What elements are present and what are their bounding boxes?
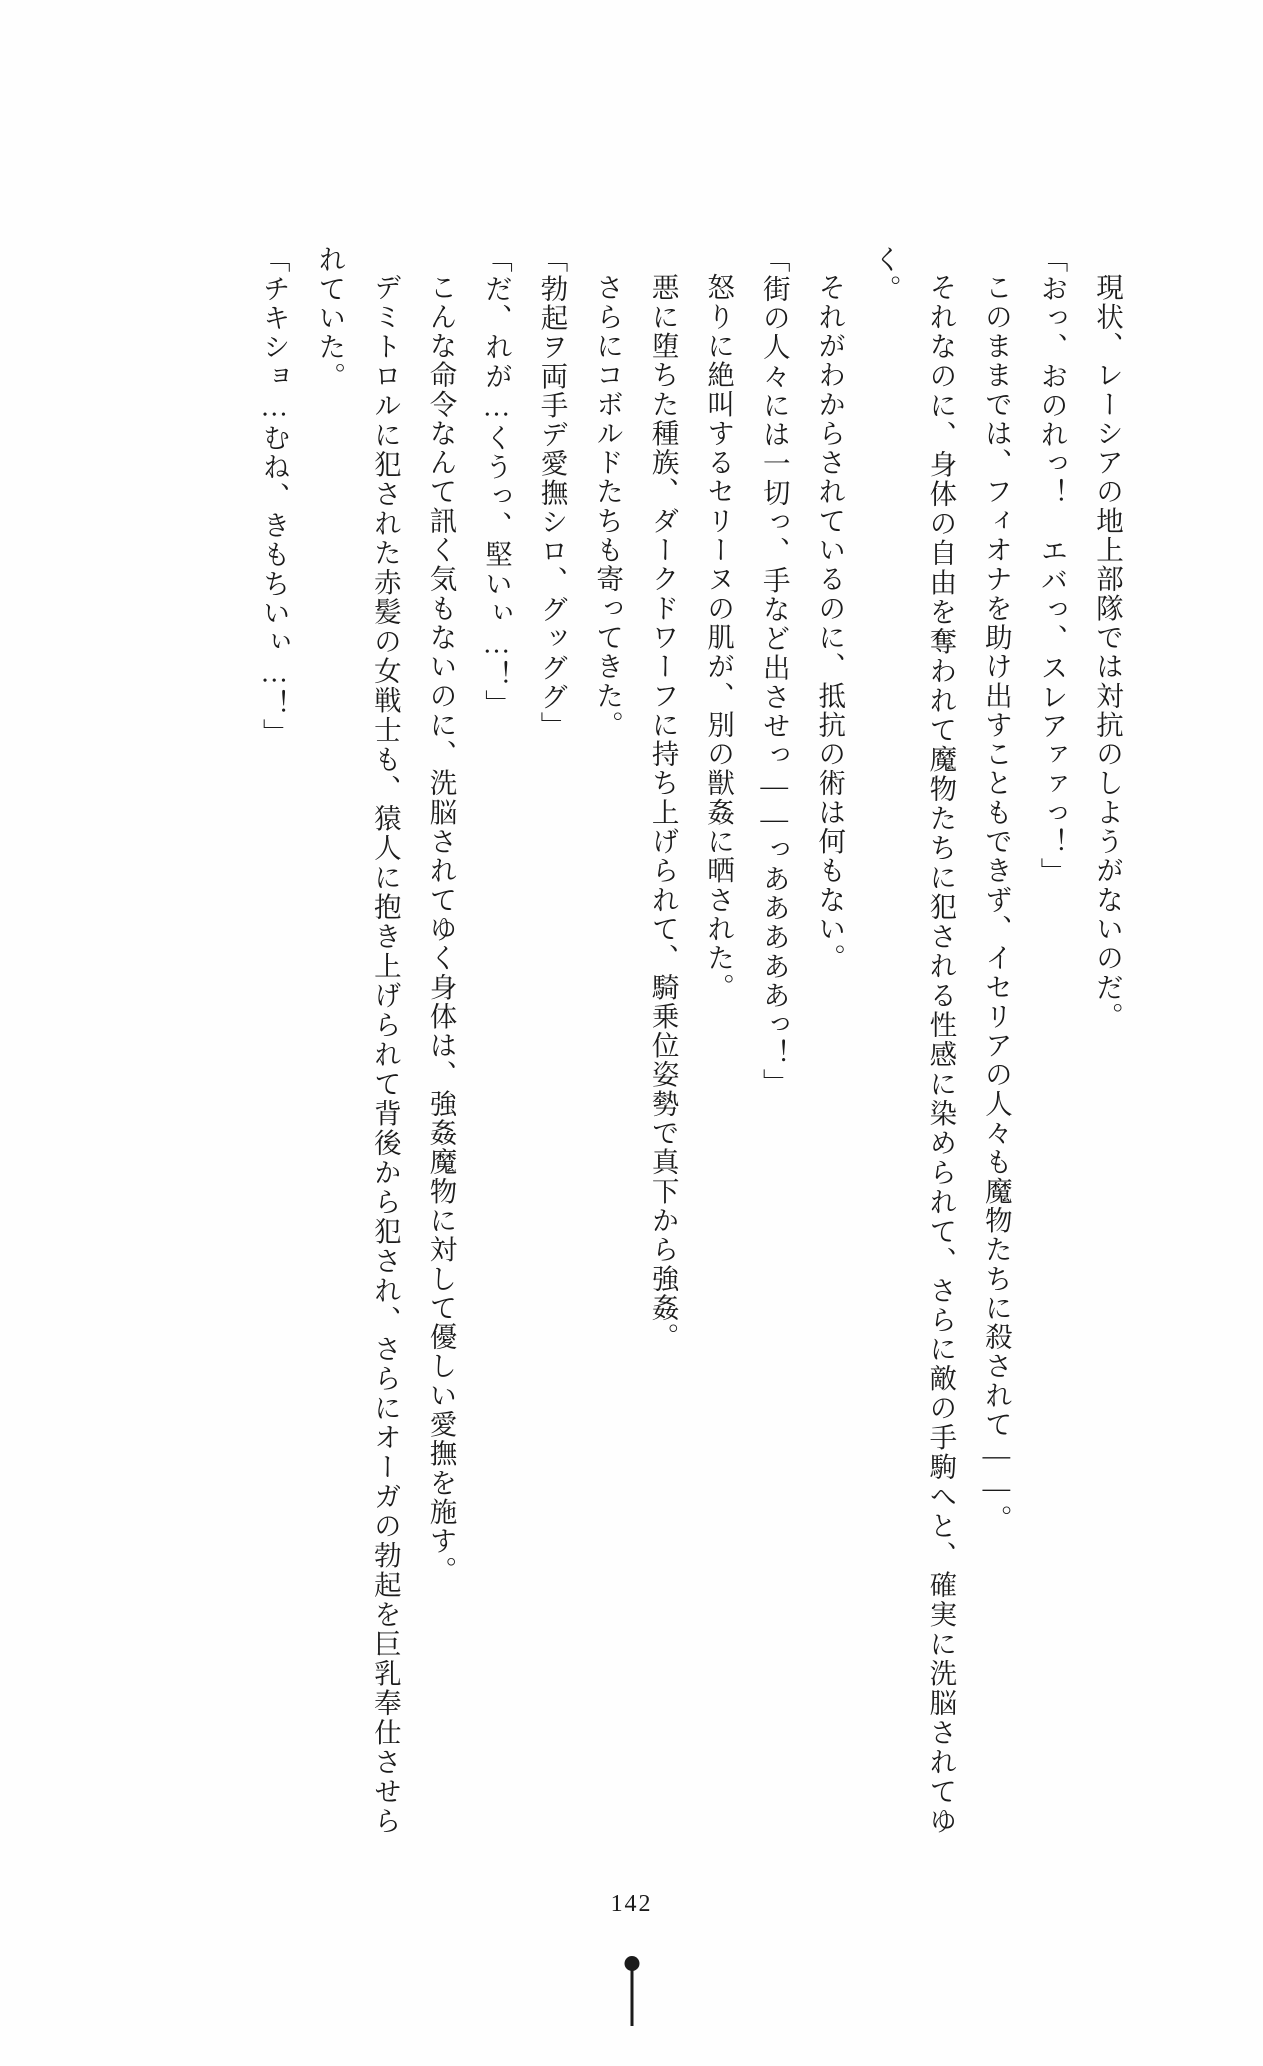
printers-mark-dot [624,1956,639,1971]
paragraph: それがわからされているのに、抵抗の術は何もない。 [814,272,846,973]
printers-mark-stem [630,1970,633,2026]
paragraph: 怒りに絶叫するセリーヌの肌が、別の獣姦に晒された。 [703,272,735,1002]
paragraph: こんな命令なんて訊く気もないのに、洗脳されてゆく身体は、強姦魔物に対して優しい愛撫を施す。 [425,272,457,1585]
page-number: 142 [610,1891,653,1917]
vertical-text-body [258,245,1135,1835]
paragraph: 「街の人々には一切っ、手など出させっ――っあああああっ！」 [758,245,790,1098]
paragraph: 「おっ、おのれっ！ エバっ、スレアァァっ！」 [1036,245,1068,887]
paragraph: このままでは、フィオナを助け出すこともできず、イセリアの人々も魔物たちに殺されて――。 [980,272,1012,1533]
printers-mark-icon [612,1956,652,2026]
paragraph: 悪に堕ちた種族、ダークドワーフに持ち上げられて、騎乗位姿勢で真下から強姦。 [647,272,679,1352]
paragraph: それなのに、身体の自由を奪われて魔物たちに犯される性感に染められて、さらに敵の手駒へと、確実に洗脳されてゆく。 [869,245,957,1835]
paragraph: デミトロルに犯された赤髪の女戦士も、猿人に抱き上げられて背後から犯され、さらにオーガの勃起を巨乳奉仕させられていた。 [314,245,401,1835]
paragraph: 「勃起ヲ両手デ愛撫シロ、グッググ」 [536,245,568,741]
paragraph: さらにコボルドたちも寄ってきた。 [592,272,624,739]
paragraph: 「チキショ…むね、きもちいぃ…！」 [258,245,290,748]
paragraph: 現状、レーシアの地上部隊では対抗のしようがないのだ。 [1092,272,1123,1031]
paragraph: 「だ、れが…くうっ、堅いぃ…！」 [480,245,512,719]
